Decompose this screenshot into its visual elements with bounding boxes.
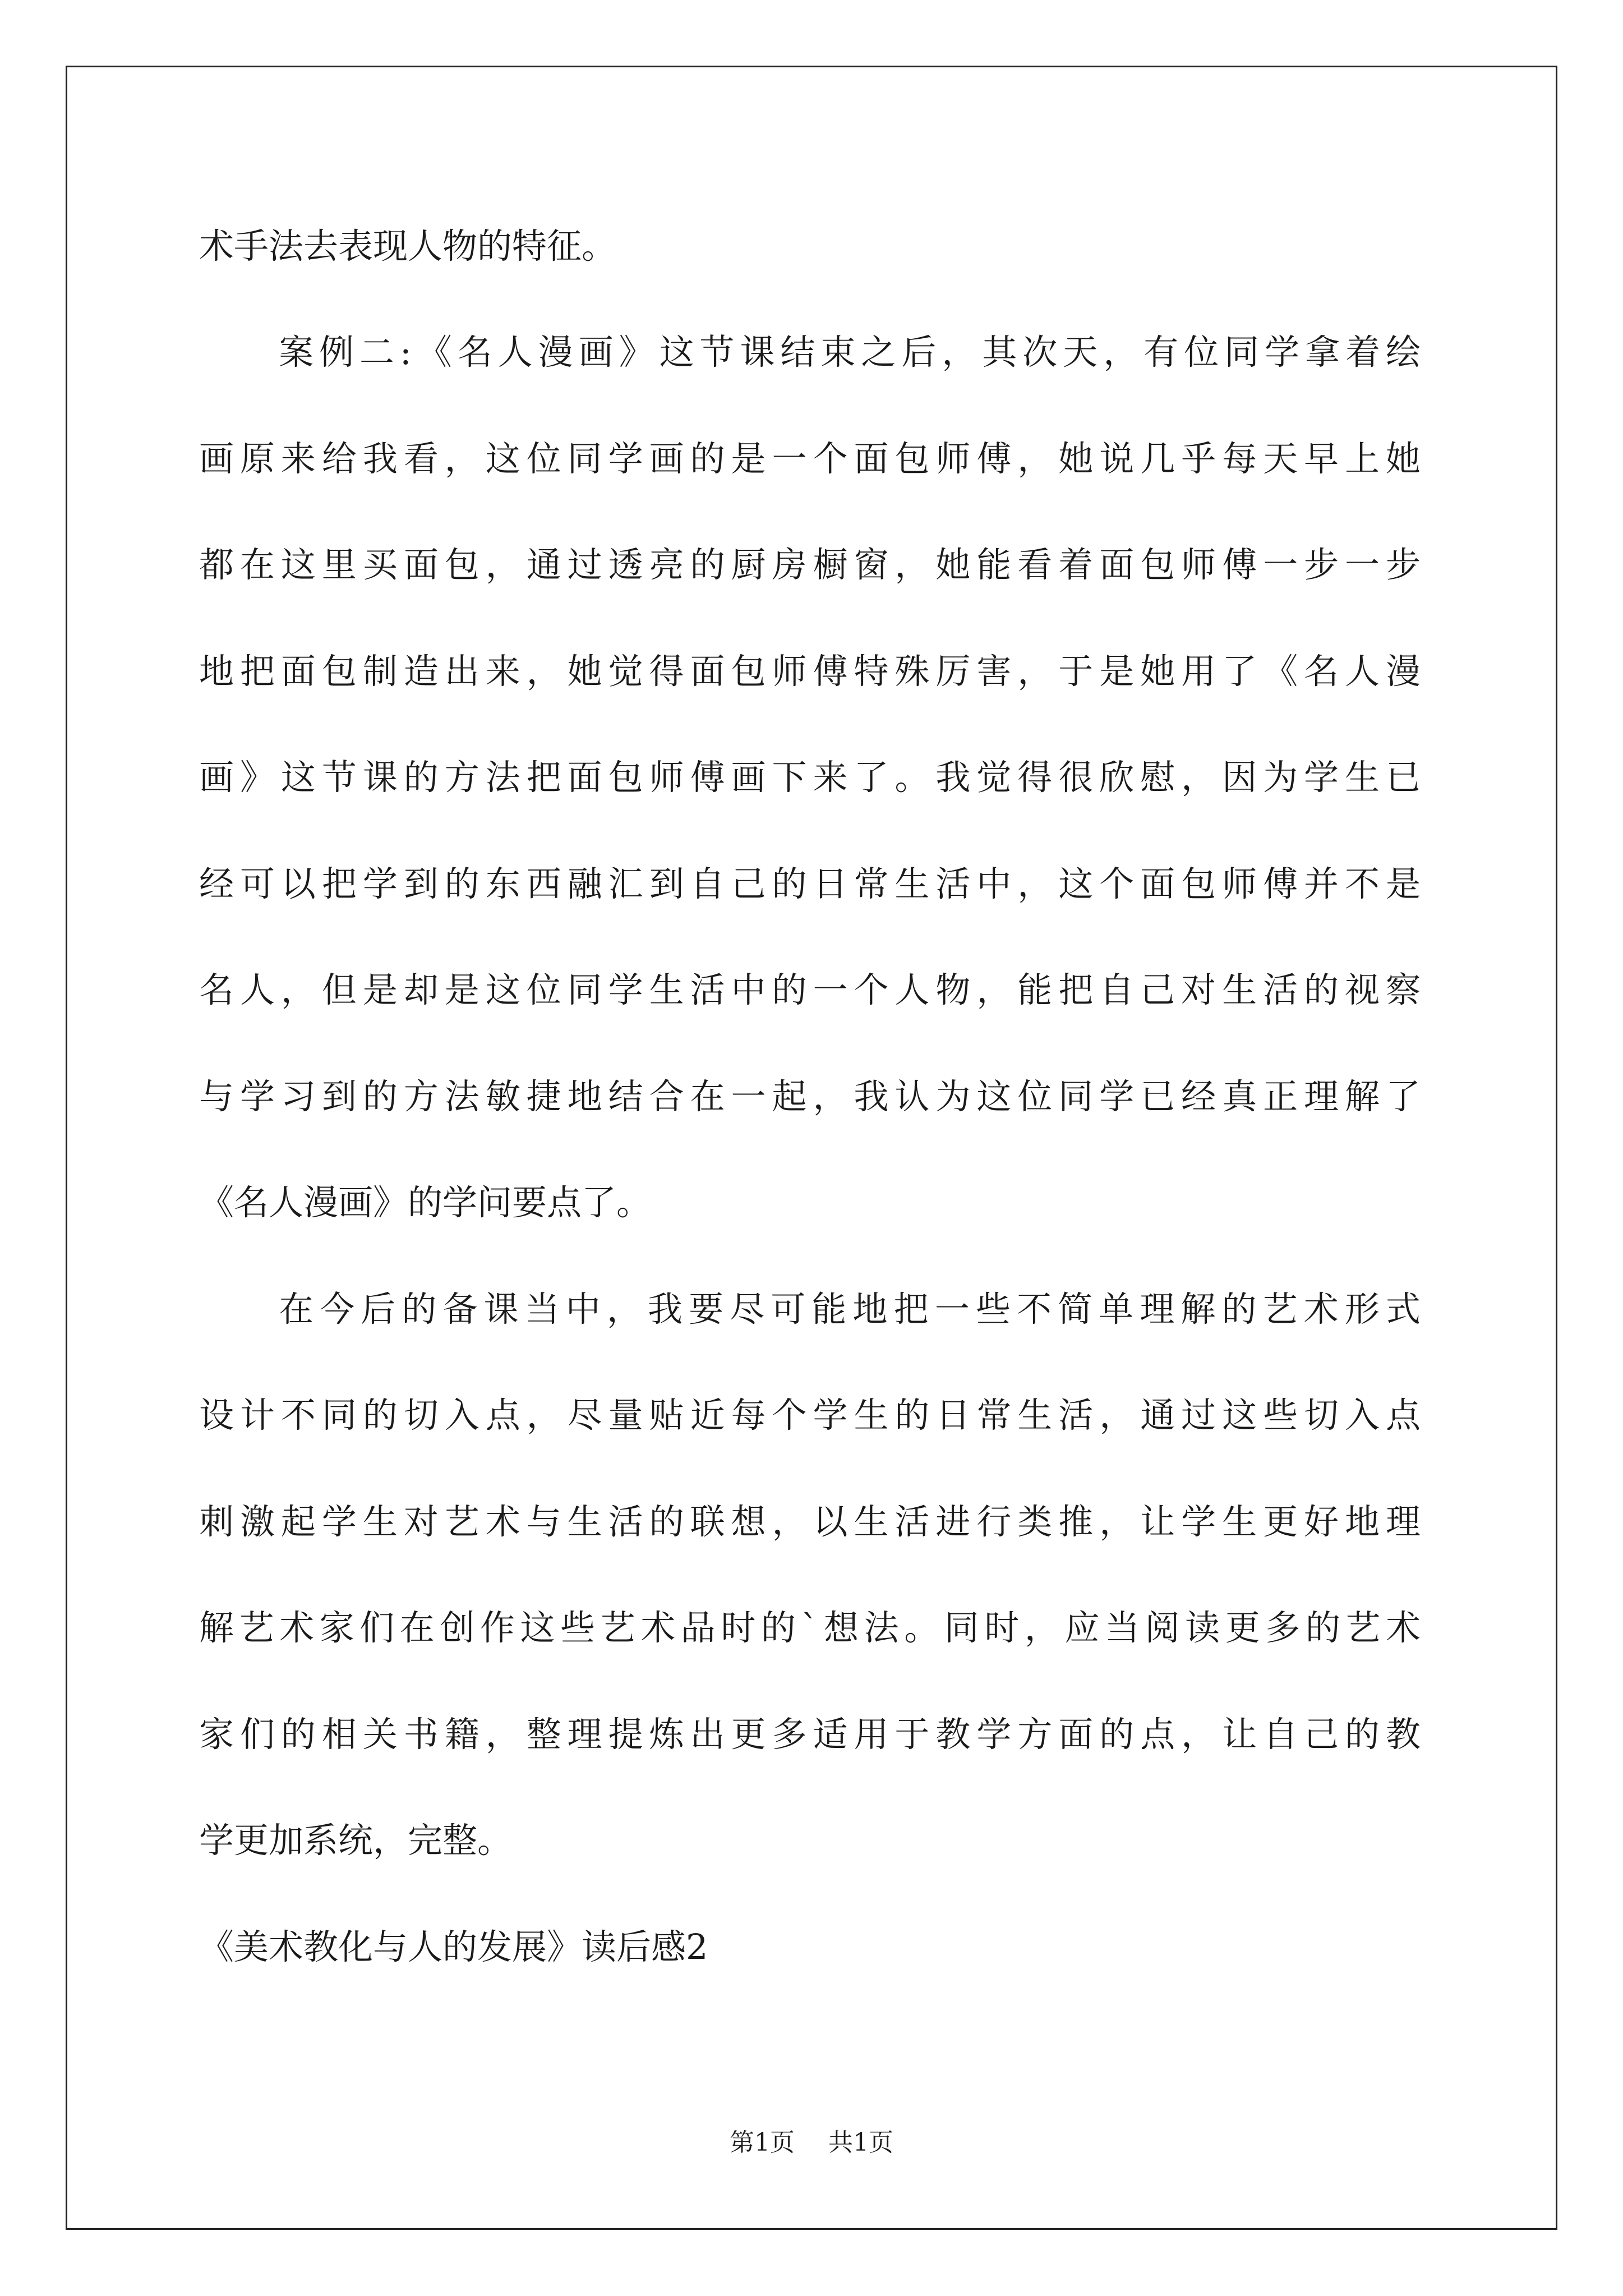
text-line: 画原来给我看，这位同学画的是一个面包师傅，她说几乎每天早上她 <box>199 438 1421 479</box>
text-line: 地把面包制造出来，她觉得面包师傅特殊厉害，于是她用了《名人漫 <box>199 651 1421 692</box>
text-line: 名人，但是却是这位同学生活中的一个人物，能把自己对生活的视察 <box>199 969 1421 1010</box>
text-line: 在今后的备课当中，我要尽可能地把一些不简单理解的艺术形式 <box>279 1289 1421 1329</box>
text-line: 与学习到的方法敏捷地结合在一起，我认为这位同学已经真正理解了 <box>199 1076 1421 1117</box>
page-number: 第1页 <box>730 2128 795 2157</box>
section-heading: 《美术教化与人的发展》读后感2 <box>199 1926 708 1967</box>
text-line: 术手法去表现人物的特征。 <box>199 226 617 266</box>
text-line: 解艺术家们在创作这些艺术品时的`想法。同时，应当阅读更多的艺术 <box>199 1607 1421 1648</box>
page-footer <box>0 2128 1623 2157</box>
text-line: 经可以把学到的东西融汇到自己的日常生活中，这个面包师傅并不是 <box>199 863 1421 904</box>
text-line: 《名人漫画》的学问要点了。 <box>199 1182 652 1223</box>
text-line: 家们的相关书籍，整理提炼出更多适用于教学方面的点，让自己的教 <box>199 1714 1421 1755</box>
page-total: 共1页 <box>828 2128 893 2157</box>
page-border <box>66 66 1557 2230</box>
text-line: 刺激起学生对艺术与生活的联想，以生活进行类推，让学生更好地理 <box>199 1501 1421 1542</box>
text-line: 学更加系统，完整。 <box>199 1820 513 1861</box>
text-line: 设计不同的切入点，尽量贴近每个学生的日常生活，通过这些切入点 <box>199 1395 1421 1435</box>
text-line: 都在这里买面包，通过透亮的厨房橱窗，她能看着面包师傅一步一步 <box>199 544 1421 585</box>
text-line: 案例二:《名人漫画》这节课结束之后，其次天，有位同学拿着绘 <box>279 332 1421 372</box>
text-line: 画》这节课的方法把面包师傅画下来了。我觉得很欣慰，因为学生已 <box>199 757 1421 798</box>
